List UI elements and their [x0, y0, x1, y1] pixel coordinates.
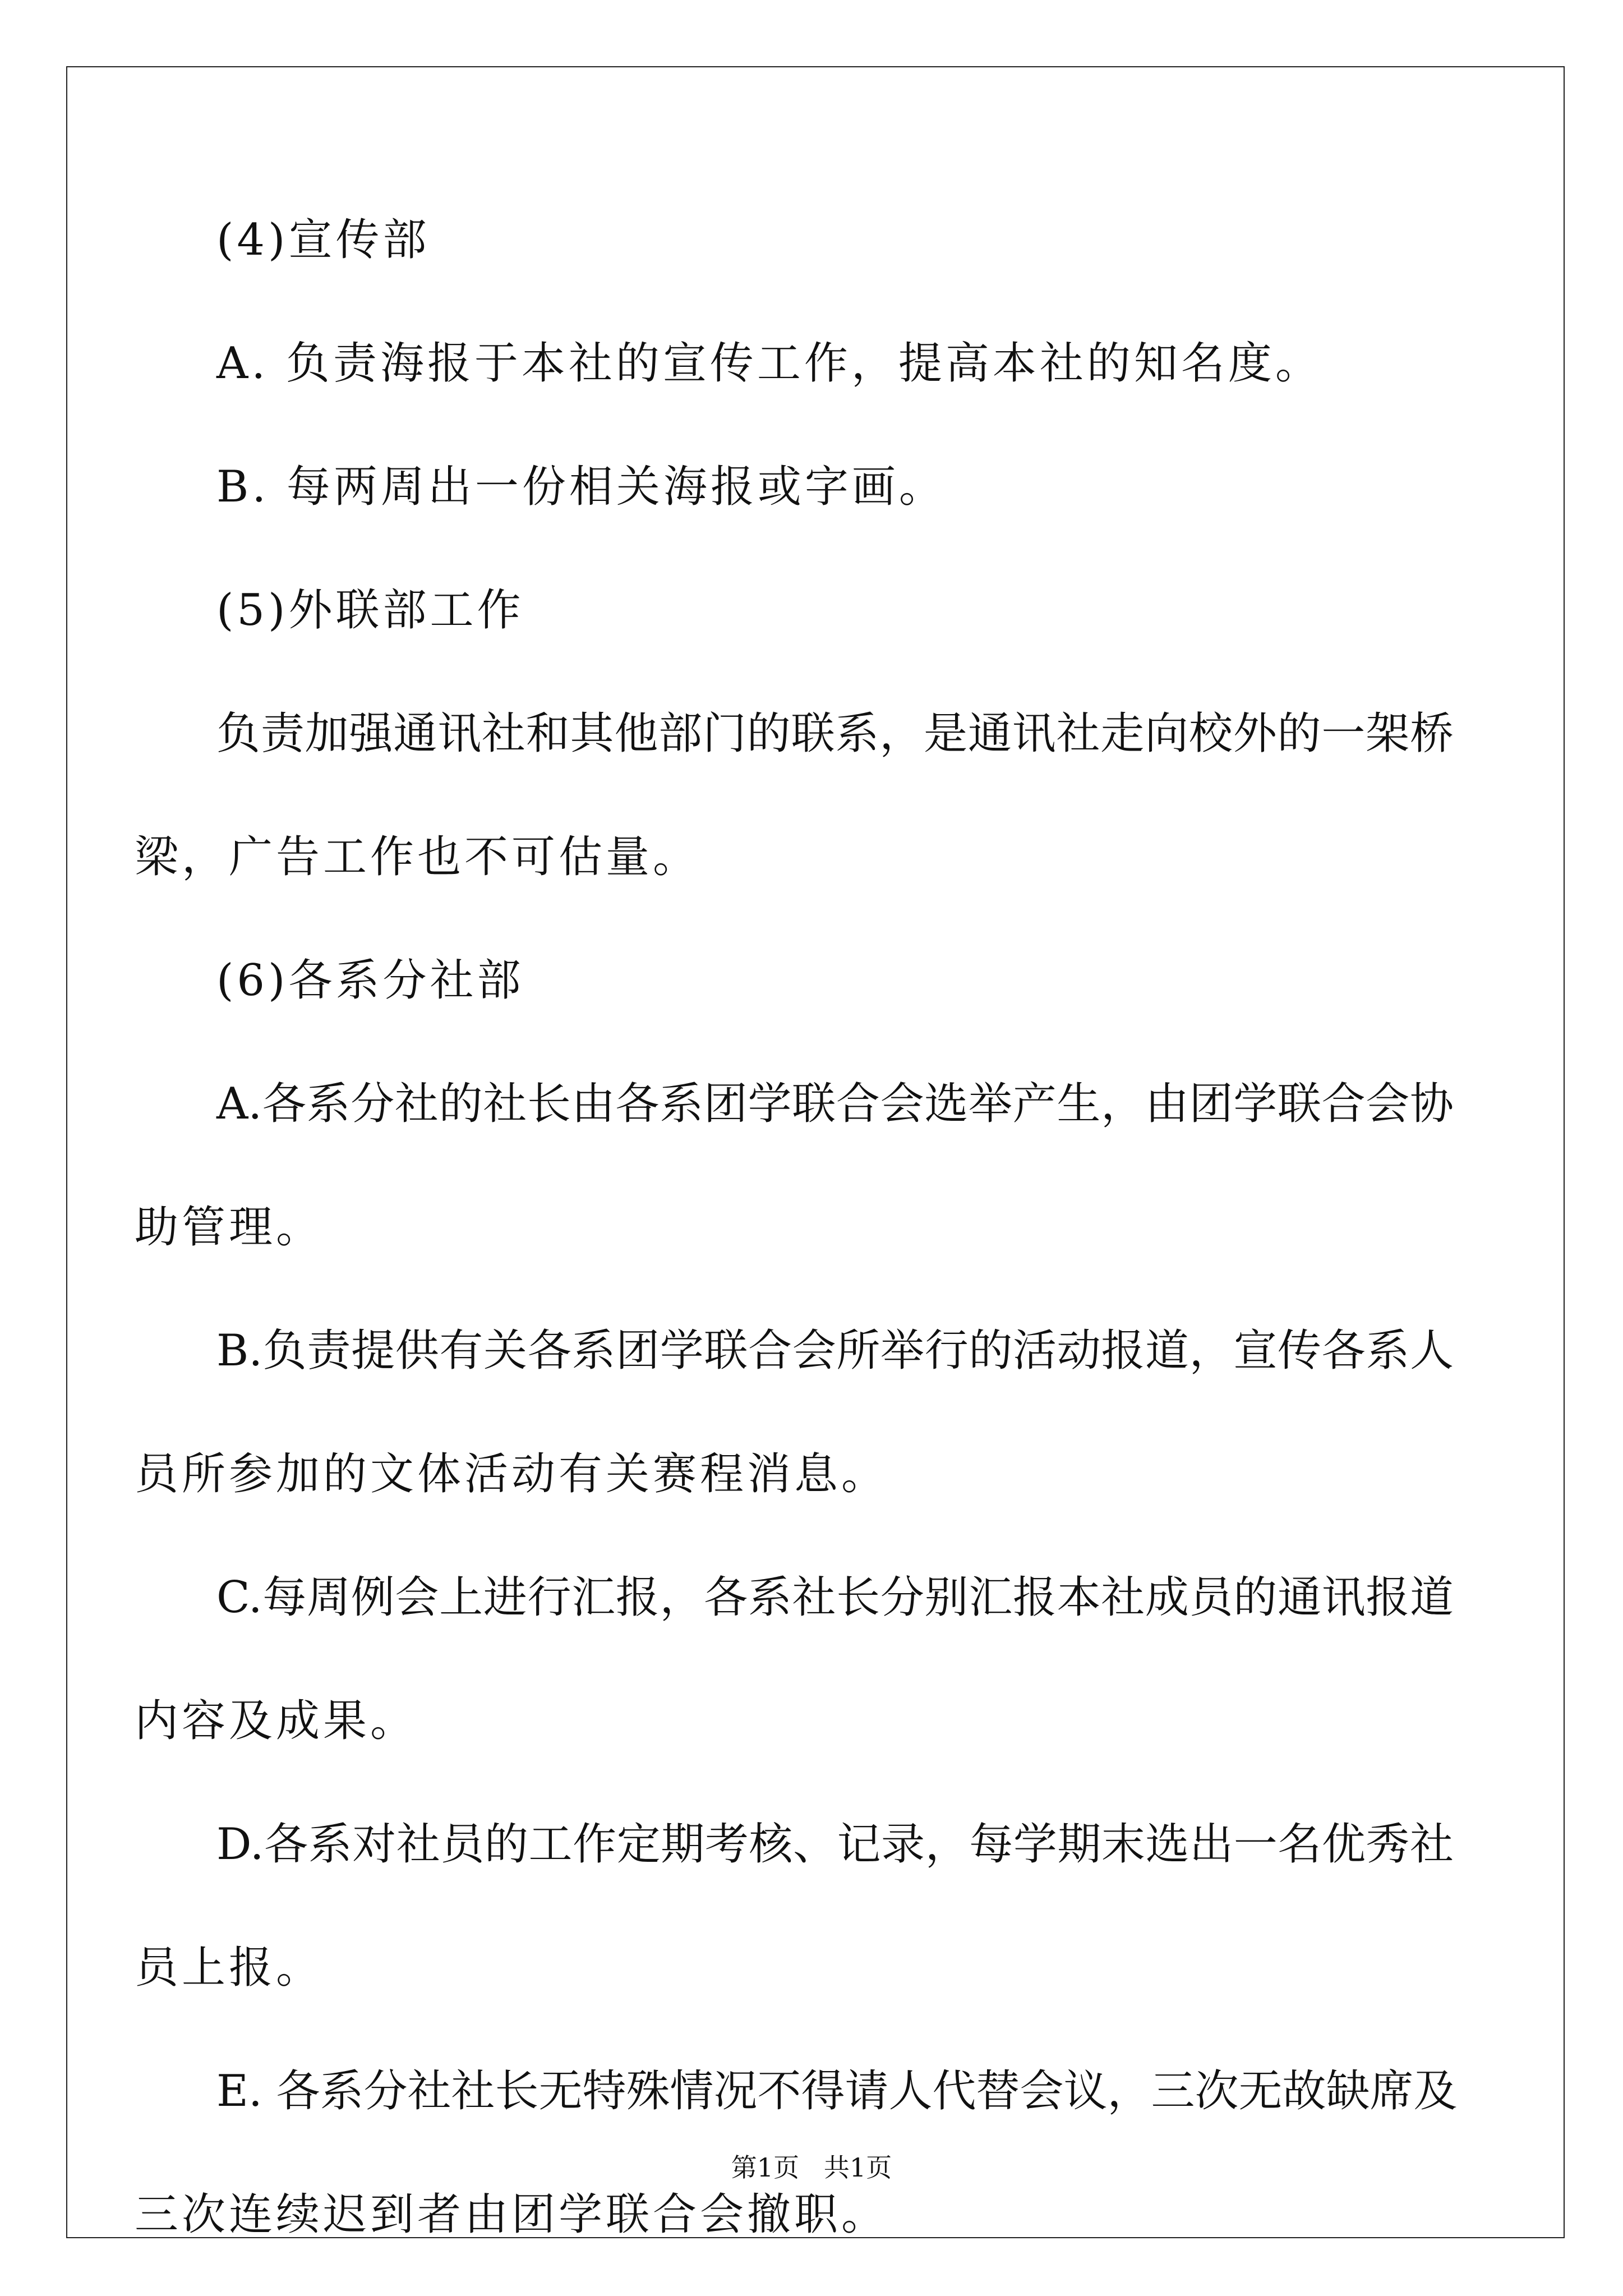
paragraph-line: 三次连续迟到者由团学联合会撤职。	[135, 2189, 889, 2240]
paragraph-line: E. 各系分社社长无特殊情况不得请人代替会议，三次无故缺席及	[216, 2066, 1458, 2116]
page-number-footer: 第1页 共1页	[731, 2152, 892, 2183]
paragraph-line: 助管理。	[135, 1202, 324, 1253]
paragraph-line: B. 每两周出一份相关海报或字画。	[216, 462, 946, 512]
paragraph-line: 员上报。	[135, 1943, 324, 1993]
paragraph-line: D.各系对社员的工作定期考核、记录，每学期末选出一名优秀社	[216, 1819, 1454, 1870]
heading-publicity-dept: (4)宣传部	[216, 215, 430, 265]
paragraph-line: C.每周例会上进行汇报，各系社长分别汇报本社成员的通讯报道	[216, 1572, 1454, 1623]
heading-branch-dept: (6)各系分社部	[216, 955, 524, 1006]
paragraph-line: 梁，广告工作也不可估量。	[135, 832, 700, 882]
paragraph-line: A.各系分社的社长由各系团学联合会选举产生，由团学联合会协	[216, 1079, 1454, 1129]
page-border	[66, 66, 1565, 2238]
paragraph-line: B.负责提供有关各系团学联合会所举行的活动报道，宣传各系人	[216, 1326, 1454, 1376]
paragraph-line: 负责加强通讯社和其他部门的联系，是通讯社走向校外的一架桥	[216, 708, 1454, 759]
paragraph-line: 内容及成果。	[135, 1696, 418, 1746]
paragraph-line: A. 负责海报于本社的宣传工作，提高本社的知名度。	[216, 338, 1322, 389]
heading-liaison-dept: (5)外联部工作	[216, 585, 524, 636]
paragraph-line: 员所参加的文体活动有关赛程消息。	[135, 1449, 889, 1499]
